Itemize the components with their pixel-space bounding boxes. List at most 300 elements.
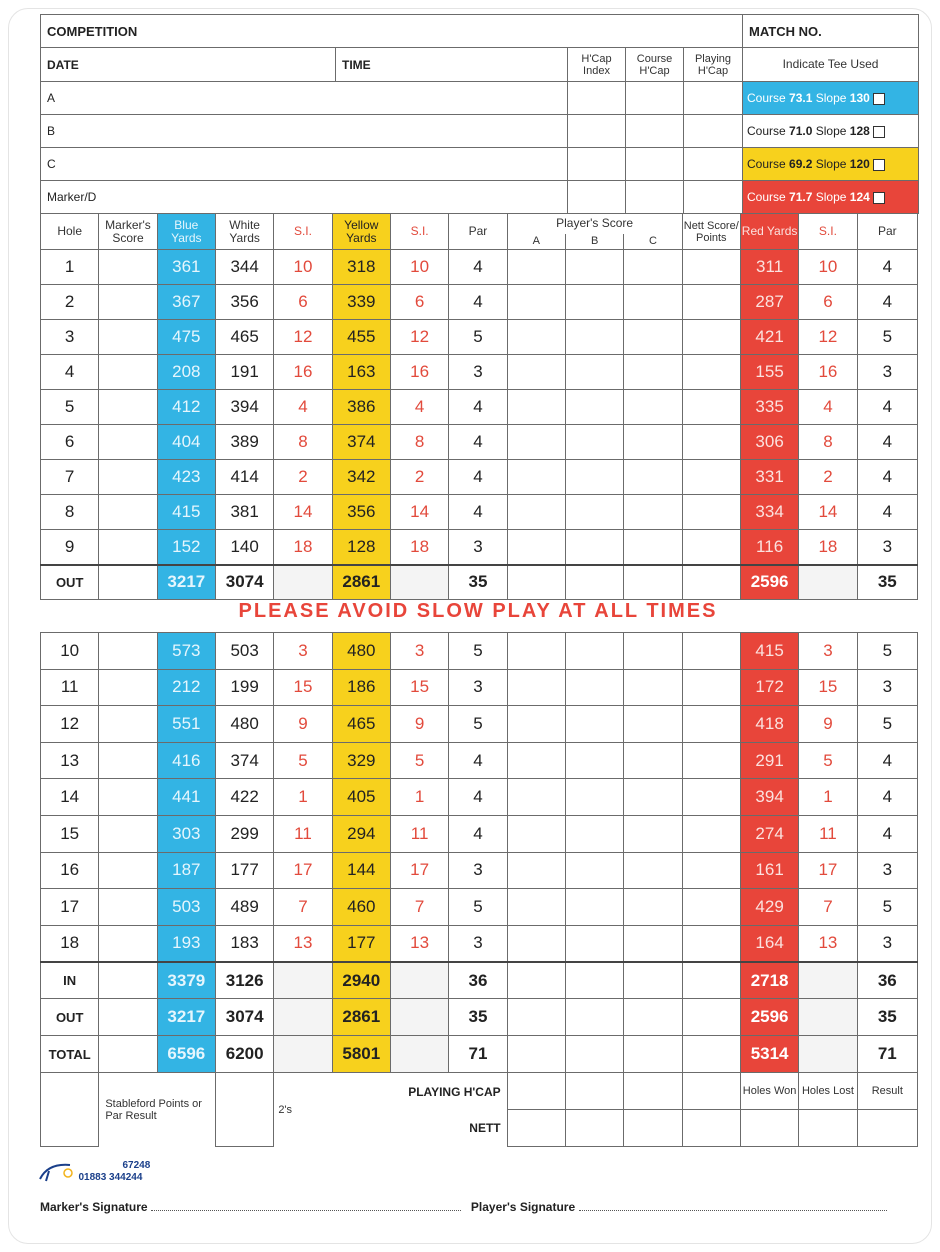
marker-score-cell[interactable]: [99, 285, 157, 320]
score-a-cell[interactable]: [507, 925, 565, 962]
par-cell: 5: [857, 889, 917, 926]
total-marker-cell[interactable]: [99, 962, 157, 999]
blue-yards-cell: 193: [157, 925, 215, 962]
red-yards-header: Red Yards: [740, 214, 798, 250]
total-score-a[interactable]: [507, 1036, 565, 1073]
par-cell: 4: [857, 742, 917, 779]
nett-score-cell[interactable]: [682, 285, 740, 320]
total-si-blank: [274, 999, 332, 1036]
total-nett[interactable]: [682, 962, 740, 999]
competition-field[interactable]: COMPETITION: [41, 15, 743, 48]
yellow-yards-cell: 329: [332, 742, 390, 779]
playing-hcap-a[interactable]: [507, 1073, 565, 1110]
score-a-cell[interactable]: [507, 390, 565, 425]
marker-signature-field[interactable]: [151, 1201, 461, 1211]
stroke-index-cell: 12: [390, 320, 448, 355]
score-b-cell[interactable]: [565, 889, 623, 926]
nett-a[interactable]: [507, 1110, 565, 1147]
score-c-cell[interactable]: [624, 815, 682, 852]
red-yards-cell: 429: [740, 889, 798, 926]
marker-score-cell[interactable]: [99, 815, 157, 852]
hole-row: [41, 742, 918, 779]
marker-score-cell[interactable]: [99, 495, 157, 530]
player-signature-field[interactable]: [579, 1201, 887, 1211]
score-a-cell[interactable]: [507, 852, 565, 889]
marker-score-header: Marker's Score: [99, 214, 157, 250]
score-c-cell[interactable]: [624, 495, 682, 530]
player-c-playing-hcap[interactable]: [684, 148, 743, 181]
hole-row: [41, 355, 918, 390]
stroke-index-cell: 3: [390, 633, 448, 670]
playing-hcap-b[interactable]: [565, 1073, 623, 1110]
score-a-cell[interactable]: [507, 706, 565, 743]
stroke-index-cell: 18: [799, 530, 857, 565]
par-cell: 3: [857, 355, 917, 390]
marker-score-cell[interactable]: [99, 706, 157, 743]
tee-white-option[interactable]: Course 71.0 Slope 128: [743, 115, 919, 148]
tee-blue-option[interactable]: Course 73.1 Slope 130: [743, 82, 919, 115]
out-nett[interactable]: [682, 565, 740, 600]
score-a-cell[interactable]: [507, 633, 565, 670]
nett-score-cell[interactable]: [682, 779, 740, 816]
par-header: Par: [857, 214, 917, 250]
stroke-index-cell: 2: [390, 460, 448, 495]
blue-yards-cell: 475: [157, 320, 215, 355]
score-c-cell[interactable]: [624, 633, 682, 670]
score-c-cell[interactable]: [624, 852, 682, 889]
hole-number: 2: [41, 285, 99, 320]
blue-yards-cell: 303: [157, 815, 215, 852]
score-a-cell[interactable]: [507, 425, 565, 460]
score-a-header: A: [507, 234, 565, 250]
score-c-cell[interactable]: [624, 889, 682, 926]
stroke-index-cell: 7: [274, 889, 332, 926]
score-b-cell[interactable]: [565, 779, 623, 816]
marker-playing-hcap[interactable]: [684, 181, 743, 214]
score-a-cell[interactable]: [507, 250, 565, 285]
yellow-yards-cell: 163: [332, 355, 390, 390]
white-yards-cell: 299: [215, 815, 273, 852]
total-marker-cell[interactable]: [99, 999, 157, 1036]
twos-box[interactable]: [215, 1073, 273, 1147]
par-cell: 3: [857, 669, 917, 706]
stroke-index-cell: 11: [274, 815, 332, 852]
marker-score-cell[interactable]: [99, 669, 157, 706]
playing-hcap-d[interactable]: [682, 1073, 740, 1110]
nett-score-cell[interactable]: [682, 852, 740, 889]
score-a-cell[interactable]: [507, 530, 565, 565]
stroke-index-cell: 1: [799, 779, 857, 816]
stroke-index-cell: 5: [274, 742, 332, 779]
stroke-index-cell: 1: [274, 779, 332, 816]
player-a-hcap-index[interactable]: [568, 82, 626, 115]
marker-score-cell[interactable]: [99, 390, 157, 425]
par-cell: 4: [449, 250, 507, 285]
hole-row: [41, 460, 918, 495]
tee-yellow-checkbox[interactable]: [873, 159, 885, 171]
out-score-c[interactable]: [624, 565, 682, 600]
score-b-cell[interactable]: [565, 460, 623, 495]
marker-score-cell[interactable]: [99, 250, 157, 285]
match-no-field[interactable]: MATCH NO.: [743, 15, 919, 48]
blue-yards-cell: 361: [157, 250, 215, 285]
blue-yards-cell: 416: [157, 742, 215, 779]
marker-score-cell[interactable]: [99, 633, 157, 670]
tee-yellow-option[interactable]: Course 69.2 Slope 120: [743, 148, 919, 181]
nett-score-cell[interactable]: [682, 425, 740, 460]
red-yards-cell: 155: [740, 355, 798, 390]
stroke-index-cell: 8: [274, 425, 332, 460]
score-a-cell[interactable]: [507, 889, 565, 926]
si-header: S.I.: [799, 214, 857, 250]
total-score-c[interactable]: [624, 1036, 682, 1073]
marker-score-cell[interactable]: [99, 530, 157, 565]
hole-row: [41, 495, 918, 530]
result-box[interactable]: [857, 1110, 917, 1147]
par-cell: 3: [449, 355, 507, 390]
score-a-cell[interactable]: [507, 355, 565, 390]
total-si-blank: [390, 962, 448, 999]
score-b-cell[interactable]: [565, 320, 623, 355]
nett-score-cell[interactable]: [682, 925, 740, 962]
si-header: S.I.: [274, 214, 332, 250]
red-yards-cell: 291: [740, 742, 798, 779]
nett-score-cell[interactable]: [682, 250, 740, 285]
nett-score-cell[interactable]: [682, 320, 740, 355]
par-cell: 3: [449, 669, 507, 706]
stroke-index-cell: 8: [390, 425, 448, 460]
par-cell: 5: [857, 320, 917, 355]
total-score-b[interactable]: [565, 962, 623, 999]
nett-score-cell[interactable]: [682, 530, 740, 565]
total-red-yards: 2718: [740, 962, 798, 999]
score-c-cell[interactable]: [624, 320, 682, 355]
total-score-c[interactable]: [624, 962, 682, 999]
par-cell: 4: [857, 495, 917, 530]
total-par-red: 35: [857, 999, 917, 1036]
par-cell: 3: [857, 925, 917, 962]
total-white-yards: 6200: [215, 1036, 273, 1073]
marker-row[interactable]: Marker/D: [41, 181, 568, 214]
hole-number: 4: [41, 355, 99, 390]
red-yards-cell: 164: [740, 925, 798, 962]
stableford-box[interactable]: [41, 1073, 99, 1147]
yellow-yards-cell: 128: [332, 530, 390, 565]
total-par-red: 36: [857, 962, 917, 999]
score-a-cell[interactable]: [507, 460, 565, 495]
player-b-course-hcap[interactable]: [626, 115, 684, 148]
marker-score-cell[interactable]: [99, 925, 157, 962]
total-score-a[interactable]: [507, 962, 565, 999]
player-c-hcap-index[interactable]: [568, 148, 626, 181]
score-b-cell[interactable]: [565, 852, 623, 889]
par-cell: 3: [857, 530, 917, 565]
score-c-cell[interactable]: [624, 425, 682, 460]
stroke-index-cell: 14: [799, 495, 857, 530]
red-yards-cell: 415: [740, 633, 798, 670]
out-marker-cell[interactable]: [99, 565, 157, 600]
score-a-cell[interactable]: [507, 669, 565, 706]
nett-c[interactable]: [624, 1110, 682, 1147]
white-yards-cell: 356: [215, 285, 273, 320]
player-c-row[interactable]: C: [41, 148, 568, 181]
hole-number: 12: [41, 706, 99, 743]
par-cell: 4: [857, 460, 917, 495]
playing-hcap-header: Playing H'Cap: [684, 48, 743, 82]
marker-score-cell[interactable]: [99, 742, 157, 779]
tee-red-checkbox[interactable]: [873, 192, 885, 204]
stroke-index-cell: 17: [390, 852, 448, 889]
front-nine-rows: [41, 250, 918, 565]
score-c-cell[interactable]: [624, 925, 682, 962]
par-cell: 5: [857, 633, 917, 670]
hole-row: [41, 852, 918, 889]
par-cell: 4: [449, 495, 507, 530]
hole-row: [41, 320, 918, 355]
white-yards-cell: 177: [215, 852, 273, 889]
red-yards-cell: 161: [740, 852, 798, 889]
out-si-blank: [799, 565, 857, 600]
out-si-blank: [390, 565, 448, 600]
white-yards-cell: 344: [215, 250, 273, 285]
score-b-cell[interactable]: [565, 250, 623, 285]
marker-score-cell[interactable]: [99, 889, 157, 926]
tee-blue-checkbox[interactable]: [873, 93, 885, 105]
si-header: S.I.: [390, 214, 448, 250]
score-c-cell[interactable]: [624, 779, 682, 816]
par-cell: 4: [857, 250, 917, 285]
stroke-index-cell: 1: [390, 779, 448, 816]
holes-won-header: Holes Won: [740, 1073, 798, 1110]
par-cell: 5: [449, 633, 507, 670]
out-score-b[interactable]: [565, 565, 623, 600]
yellow-yards-cell: 186: [332, 669, 390, 706]
score-c-cell[interactable]: [624, 390, 682, 425]
score-b-cell[interactable]: [565, 530, 623, 565]
nett-score-cell[interactable]: [682, 742, 740, 779]
red-yards-cell: 331: [740, 460, 798, 495]
nett-score-cell[interactable]: [682, 390, 740, 425]
player-c-course-hcap[interactable]: [626, 148, 684, 181]
nett-score-cell[interactable]: [682, 889, 740, 926]
hole-row: [41, 530, 918, 565]
twos-label: 2's: [274, 1073, 332, 1147]
player-a-row[interactable]: A: [41, 82, 568, 115]
nett-score-cell[interactable]: [682, 669, 740, 706]
header-table: [40, 14, 919, 214]
player-b-hcap-index[interactable]: [568, 115, 626, 148]
stroke-index-cell: 16: [390, 355, 448, 390]
par-cell: 5: [857, 706, 917, 743]
score-a-cell[interactable]: [507, 779, 565, 816]
marker-course-hcap[interactable]: [626, 181, 684, 214]
stroke-index-cell: 17: [799, 852, 857, 889]
yellow-yards-cell: 465: [332, 706, 390, 743]
out-si-blank: [274, 565, 332, 600]
score-b-header: B: [565, 234, 623, 250]
score-c-cell[interactable]: [624, 669, 682, 706]
nett-score-cell[interactable]: [682, 355, 740, 390]
score-b-cell[interactable]: [565, 925, 623, 962]
score-a-cell[interactable]: [507, 742, 565, 779]
marker-score-cell[interactable]: [99, 320, 157, 355]
blue-yards-cell: 152: [157, 530, 215, 565]
holes-lost-header: Holes Lost: [799, 1073, 857, 1110]
marker-score-cell[interactable]: [99, 852, 157, 889]
nett-d[interactable]: [682, 1110, 740, 1147]
score-c-cell[interactable]: [624, 285, 682, 320]
hole-row: [41, 779, 918, 816]
time-field[interactable]: TIME: [336, 48, 568, 82]
red-yards-cell: 287: [740, 285, 798, 320]
score-c-cell[interactable]: [624, 460, 682, 495]
nett-score-cell[interactable]: [682, 460, 740, 495]
total-score-b[interactable]: [565, 999, 623, 1036]
score-b-cell[interactable]: [565, 815, 623, 852]
marker-score-cell[interactable]: [99, 355, 157, 390]
score-b-cell[interactable]: [565, 495, 623, 530]
yellow-yards-cell: 460: [332, 889, 390, 926]
total-blue-yards: 3379: [157, 962, 215, 999]
hole-row: [41, 815, 918, 852]
stroke-index-cell: 15: [799, 669, 857, 706]
nett-score-cell[interactable]: [682, 815, 740, 852]
stroke-index-cell: 6: [274, 285, 332, 320]
out-score-a[interactable]: [507, 565, 565, 600]
marker-score-cell[interactable]: [99, 425, 157, 460]
yellow-yards-cell: 356: [332, 495, 390, 530]
par-cell: 3: [449, 852, 507, 889]
marker-score-cell[interactable]: [99, 460, 157, 495]
yellow-yards-cell: 480: [332, 633, 390, 670]
player-signature-label: Player's Signature: [470, 1200, 576, 1214]
player-b-row[interactable]: B: [41, 115, 568, 148]
total-nett[interactable]: [682, 1036, 740, 1073]
score-b-cell[interactable]: [565, 669, 623, 706]
nett-score-cell[interactable]: [682, 633, 740, 670]
out-par-red-total: 35: [857, 565, 917, 600]
blue-yards-header: Blue Yards: [157, 214, 215, 250]
players-score-header: Player's Score: [507, 214, 682, 234]
total-par: 71: [449, 1036, 507, 1073]
playing-hcap-c[interactable]: [624, 1073, 682, 1110]
total-marker-cell[interactable]: [99, 1036, 157, 1073]
stroke-index-cell: 13: [390, 925, 448, 962]
score-c-cell[interactable]: [624, 742, 682, 779]
total-par: 35: [449, 999, 507, 1036]
stroke-index-cell: 12: [274, 320, 332, 355]
yellow-yards-cell: 177: [332, 925, 390, 962]
hole-header: Hole: [41, 214, 99, 250]
yellow-yards-cell: 386: [332, 390, 390, 425]
score-b-cell[interactable]: [565, 425, 623, 460]
score-a-cell[interactable]: [507, 285, 565, 320]
stroke-index-cell: 18: [274, 530, 332, 565]
stroke-index-cell: 7: [390, 889, 448, 926]
stroke-index-cell: 14: [274, 495, 332, 530]
stroke-index-cell: 16: [274, 355, 332, 390]
nett-score-header: Nett Score/ Points: [682, 214, 740, 250]
blue-yards-cell: 412: [157, 390, 215, 425]
par-cell: 4: [857, 779, 917, 816]
hole-number: 6: [41, 425, 99, 460]
marker-score-cell[interactable]: [99, 779, 157, 816]
total-score-a[interactable]: [507, 999, 565, 1036]
stroke-index-cell: 5: [799, 742, 857, 779]
total-score-c[interactable]: [624, 999, 682, 1036]
score-c-cell[interactable]: [624, 355, 682, 390]
stroke-index-cell: 18: [390, 530, 448, 565]
hole-row: [41, 889, 918, 926]
score-b-cell[interactable]: [565, 390, 623, 425]
blue-yards-cell: 208: [157, 355, 215, 390]
red-yards-cell: 116: [740, 530, 798, 565]
nett-score-cell[interactable]: [682, 706, 740, 743]
player-a-playing-hcap[interactable]: [684, 82, 743, 115]
score-b-cell[interactable]: [565, 706, 623, 743]
total-blue-yards: 6596: [157, 1036, 215, 1073]
date-field[interactable]: DATE: [41, 48, 336, 82]
stroke-index-cell: 2: [799, 460, 857, 495]
score-b-cell[interactable]: [565, 285, 623, 320]
par-cell: 3: [857, 852, 917, 889]
blue-yards-cell: 415: [157, 495, 215, 530]
score-b-cell[interactable]: [565, 355, 623, 390]
score-c-cell[interactable]: [624, 530, 682, 565]
total-score-b[interactable]: [565, 1036, 623, 1073]
holes-lost-box[interactable]: [799, 1110, 857, 1147]
white-yards-cell: 140: [215, 530, 273, 565]
blue-yards-cell: 423: [157, 460, 215, 495]
marker-hcap-index[interactable]: [568, 181, 626, 214]
hole-number: 8: [41, 495, 99, 530]
score-a-cell[interactable]: [507, 495, 565, 530]
player-b-playing-hcap[interactable]: [684, 115, 743, 148]
score-a-cell[interactable]: [507, 320, 565, 355]
red-yards-cell: 335: [740, 390, 798, 425]
total-nett[interactable]: [682, 999, 740, 1036]
score-b-cell[interactable]: [565, 742, 623, 779]
total-row: [41, 1036, 918, 1073]
stroke-index-cell: 14: [390, 495, 448, 530]
score-b-cell[interactable]: [565, 633, 623, 670]
total-label: OUT: [41, 999, 99, 1036]
score-a-cell[interactable]: [507, 815, 565, 852]
hole-number: 9: [41, 530, 99, 565]
white-yards-cell: 480: [215, 706, 273, 743]
out-label: OUT: [41, 565, 99, 600]
par-cell: 3: [449, 530, 507, 565]
blue-yards-cell: 404: [157, 425, 215, 460]
nett-score-cell[interactable]: [682, 495, 740, 530]
stroke-index-cell: 13: [274, 925, 332, 962]
hole-number: 7: [41, 460, 99, 495]
player-a-course-hcap[interactable]: [626, 82, 684, 115]
par-cell: 4: [449, 425, 507, 460]
stroke-index-cell: 9: [390, 706, 448, 743]
tee-red-option[interactable]: Course 71.7 Slope 124: [743, 181, 919, 214]
nett-b[interactable]: [565, 1110, 623, 1147]
holes-won-box[interactable]: [740, 1110, 798, 1147]
tee-white-checkbox[interactable]: [873, 126, 885, 138]
score-c-cell[interactable]: [624, 706, 682, 743]
stroke-index-cell: 15: [274, 669, 332, 706]
total-par-red: 71: [857, 1036, 917, 1073]
total-red-yards: 5314: [740, 1036, 798, 1073]
score-c-cell[interactable]: [624, 250, 682, 285]
score-c-header: C: [624, 234, 682, 250]
indicate-tee-header: Indicate Tee Used: [743, 48, 919, 82]
